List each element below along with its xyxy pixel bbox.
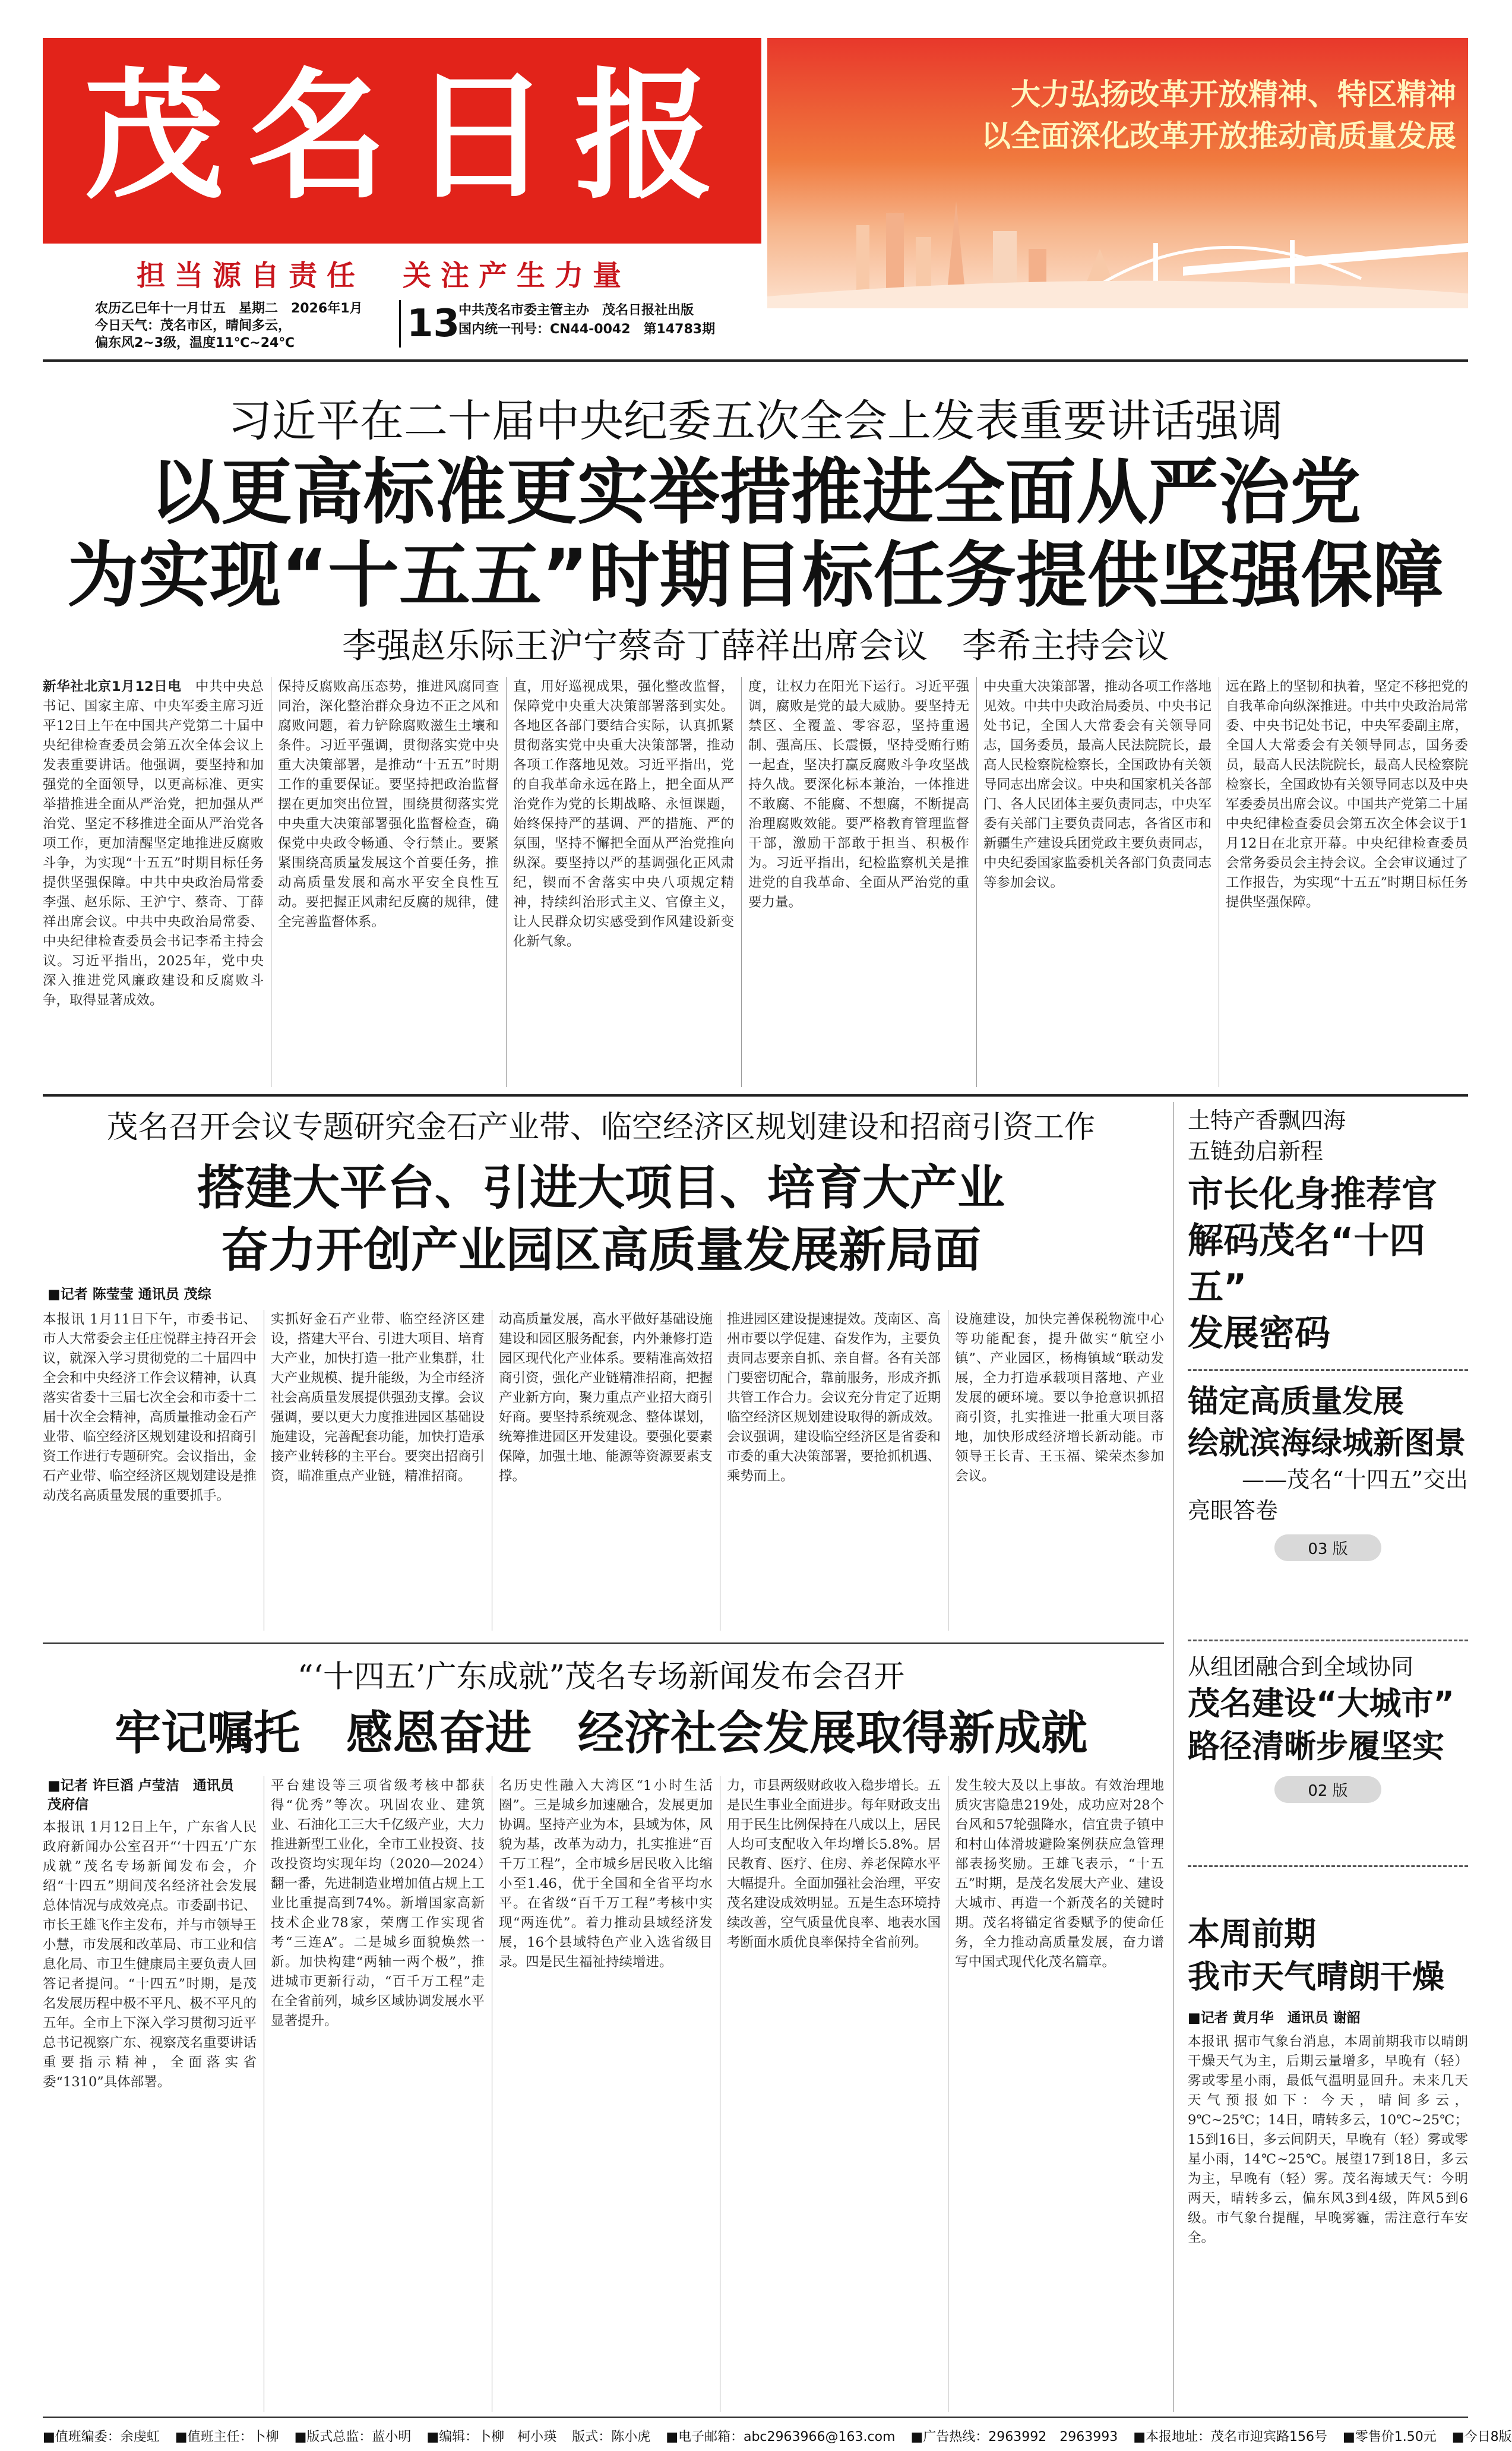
footer-rule (43, 2417, 1468, 2418)
masthead (43, 38, 761, 244)
story3-column-2: 平台建设等三项省级考核中都获得“优秀”等次。巩固农业、建筑业、石油化工三大千亿级产业，大力推进新型工业化，全市工业投资、技改投资均实现年均（2020—2024）翻一番，先进制造业增加值占规上工业比重提高到74%。新增国家高新技术企业78家，荣膺工作实现省考“三连A”。二是城乡面貌焕然一新。加快构建“两轴一两个极”，推进城市更新行动，“百千万工程”走在全省前列，城乡区域协调发展水平显著提升。 (271, 1778, 485, 2029)
masthead-divider (43, 359, 1468, 362)
lead-headline-2: 为实现“十五五”时期目标任务提供坚强保障 (67, 535, 1444, 617)
teaser3-kicker: 从组团融合到全域协同 (1188, 1654, 1414, 1680)
teaser2-title-2: 绘就滨海绿城新图景 (1188, 1426, 1466, 1461)
teaser1-title-2: 解码茂名“十四五” (1188, 1220, 1425, 1308)
story2-headline-2: 奋力开创产业园区高质量发展新局面 (221, 1223, 981, 1278)
story3-headline: 牢记嘱托 感恩奋进 经济社会发展取得新成就 (114, 1707, 1087, 1760)
lead-column-5: 中央重大决策部署，推动各项工作落地见效。中共中央政治局委员、中央书记处书记，全国人大常委会有关领导同志，国务委员，最高人民法院院长，最高人民检察院检察长，全国政协有关领导同志出席会议。中央和国家机关各部门、各人民团体主要负责同志，中央军委有关部门主要负责同志，各省区市和新疆生产建设兵团党政主要负责同志，中央纪委国家监委机关各部门负责同志等参加会议。 (983, 679, 1212, 890)
lead-subtitle: 李强赵乐际王沪宁蔡奇丁薛祥出席会议 李希主持会议 (341, 626, 1169, 666)
story3-column-5: 发生较大及以上事故。有效治理地质灾害隐患219处，成功应对28个台风和57轮强降水，信宜贵子镇中和村山体滑坡避险案例获应急管理部表扬奖励。王雄飞表示，“十五五”时期，是茂名发展大产业、建设大城市、再造一个新茂名的关键时期。茂名将锚定省委赋予的使命任务，全力推动高质量发展，奋力谱写中国式现代化茂名篇章。 (955, 1778, 1164, 1970)
lead-column-4: 度，让权力在阳光下运行。习近平强调，腐败是党的最大威胁。要坚持无禁区、全覆盖、零容忍，坚持重遏制、强高压、长震慑，坚持受贿行贿一起查，坚决打赢反腐败斗争攻坚战持久战。要深化标本兼治，一体推进不敢腐、不能腐、不想腐，不断提高治理腐败效能。要严格教育管理监督干部，激励干部敢于担当、积极作为。习近平指出，纪检监察机关是推进党的自我革命、全面从严治党的重要力量。 (748, 679, 969, 910)
issue-info-bar (43, 300, 1468, 353)
story3-column-3: 名历史性融入大湾区“1小时生活圈”。三是城乡加速融合，发展更加协调。坚持产业为本，县域为体，风貌为基，改革为动力，扎实推进“百千万工程”，全市城乡居民收入比缩小至1.46，优于全国和全省平均水平。在省级“百千万工程”考核中实现“两连优”。着力推动县域经济发展，16个县域特色产业入选省级目录。四是民生福祉持续增进。 (499, 1778, 713, 1970)
column-rule (741, 677, 742, 1087)
city-skyline-illustration (767, 178, 1468, 308)
footer-ad-hotline: ■广告热线：2963992 2963993 (910, 2429, 1118, 2444)
story2-column-5: 设施建设，加快完善保税物流中心等功能配套，提升做实“航空小镇”、产业园区，杨梅镇域“联动发展，全力打造承载项目落地、产业发展的硬环境。要以争抢意识抓招商引资，扎实推进一批重大项目落地，加快形成经济增长新动能。市领导王长青、王玉福、梁荣杰参加会议。 (955, 1312, 1164, 1484)
sidebar-divider (1188, 1640, 1468, 1643)
issue-day: 13 (399, 300, 460, 348)
teaser1-title-3: 发展密码 (1188, 1313, 1330, 1354)
footer-page-count: ■今日8版 (1451, 2429, 1512, 2444)
teaser3-title-1: 茂名建设“大城市” (1188, 1685, 1454, 1722)
footer-duty-director: ■值班主任：卜柳 (175, 2429, 279, 2444)
weather-byline: ■记者 黄月华 通讯员 谢韶 (1188, 2010, 1361, 2026)
footer-layout-director: ■版式总监：蓝小明 (294, 2429, 412, 2444)
lead-col1-text: 中共中央总书记、国家主席、中央军委主席习近平12日上午在中国共产党第二十届中央纪律检查委员会第五次全体会议上发表重要讲话。他强调，要坚持和加强党的全面领导，以更高标准、更实举措推进全面从严治党，把加强从严治党、坚定不移推进全面从严治党各项工作，更加清醒坚定地推进反腐败斗争，为实现“十五五”时期目标任务提供坚强保障。中共中央政治局常委李强、赵乐际、王沪宁、蔡奇、丁薛祥出席会议。中共中央政治局常委、中央纪律检查委员会书记李希主持会议。习近平指出，2025年，党中央深入推进党风廉政建设和反腐败斗争，取得显著成效。 (43, 679, 264, 1008)
column-rule (506, 677, 507, 1087)
story2-headline-1: 搭建大平台、引进大项目、培育大产业 (197, 1160, 1005, 1215)
story3-column-4: 力，市县两级财政收入稳步增长。五是民生事业全面进步。每年财政支出用于民生比例保持在八成以上，居民人均可支配收入年均增长5.8%。居民教育、医疗、住房、养老保障水平大幅提升。全面加强社会治理，平安茂名建设成效明显。五是生态环境持续改善，空气质量优良率、地表水国考断面水质优良率保持全省前列。 (727, 1778, 941, 1950)
banner-line-2: 以全面深化改革开放推动高质量发展 (981, 119, 1456, 153)
weather-title-1: 本周前期 (1188, 1915, 1316, 1953)
sponsor-line: 中共茂名市委主管主办 茂名日报社出版 (458, 303, 694, 318)
lead-dateline: 新华社北京1月12日电 (43, 679, 182, 694)
story3-kicker: “‘十四五’广东成就”茂名专场新闻发布会召开 (297, 1659, 905, 1695)
column-rule (976, 677, 977, 1087)
footer-address: ■本报地址：茂名市迎宾路156号 (1133, 2429, 1328, 2444)
teaser2-sub-2: 亮眼答卷 (1188, 1498, 1279, 1524)
sidebar-teaser-1[interactable] (1188, 1105, 1468, 1357)
teaser2-title-1: 锚定高质量发展 (1188, 1384, 1405, 1420)
lead-column-6: 远在路上的坚韧和执着，坚定不移把党的自我革命向纵深推进。中共中央政治局常委、中央书记处书记，中央军委副主席，全国人大常委会有关领导同志，国务委员，最高人民法院院长，最高人民检察院检察长，全国政协有关领导同志以及中央军委委员出席会议。中国共产党第二十届中央纪律检查委员会第五次全体会议于1月12日在北京开幕。中央纪律检查委员会常务委员会主持会议。全会审议通过了工作报告，为实现“十五五”时期目标任务提供坚强保障。 (1226, 679, 1468, 910)
teaser1-kicker-1: 土特产香飘四海 (1188, 1107, 1346, 1133)
weather-title-2: 我市天气晴朗干燥 (1188, 1958, 1444, 1995)
teaser1-kicker-2: 五链劲启新程 (1188, 1138, 1324, 1164)
sidebar-teaser-3[interactable] (1188, 1651, 1468, 1803)
teaser2-sub-1: ——茂名“十四五”交出 (1242, 1467, 1468, 1493)
story2-kicker: 茂名召开会议专题研究金石产业带、临空经济区规划建设和招商引资工作 (106, 1110, 1095, 1145)
teaser2-page-link[interactable]: 03 版 (1274, 1534, 1381, 1561)
story3-column-1: 本报讯 1月12日上午，广东省人民政府新闻办公室召开“‘十四五’广东成就”茂名专场新闻发布会，介绍“十四五”期间茂名经济社会发展总体情况与成效亮点。市委副书记、市长王雄飞作主发布，并与市领导王小慧，市发展和改革局、市工业和信息化局、市卫生健康局主要负责人回答记者提问。“十四五”时期，是茂名发展历程中极不平凡、极不平凡的五年。全市上下深入学习贯彻习近平总书记视察广东、视察茂名重要讲话重要指示精神，全面落实省委“1310”具体部署。 (43, 1820, 257, 2090)
section-divider (43, 1094, 1468, 1097)
lead-column-3: 直，用好巡视成果，强化整改监督，保障党中央重大决策部署落到实处。各地区各部门要结合实际，认真抓紧贯彻落实党中央重大决策部署，推动各项工作落地见效。习近平指出，党的自我革命永远在路上，把全面从严治党作为党的长期战略、永恒课题，始终保持严的基调、严的措施、严的氛围，坚持不懈把全面从严治党推向纵深。要坚持以严的基调强化正风肃纪，锲而不舍落实中央八项规定精神，持续纠治形式主义、官僚主义，让人民群众切实感受到作风建设新变化新气象。 (513, 679, 734, 949)
cn-number: 国内统一刊号：CN44-0042 第14783期 (458, 322, 716, 337)
teaser3-page-link[interactable]: 02 版 (1274, 1776, 1381, 1803)
lead-column-2: 保持反腐败高压态势，推进风腐同查同治，深化整治群众身边不正之风和腐败问题，着力铲除腐败滋生土壤和条件。习近平强调，贯彻落实党中央重大决策部署，是推动“十五五”时期工作的重要保证。要坚持把政治监督摆在更加突出位置，围绕贯彻落实党中央重大决策部署强化监督检查，确保党中央政令畅通、令行禁止。要紧紧围绕高质量发展这个首要任务，推动高质量发展和高水平安全良性互动。要把握正风肃纪反腐的规律，健全完善监督体系。 (278, 679, 499, 930)
masthead-slogan: 担当源自责任 关注产生力量 (137, 259, 631, 292)
weather-story (1188, 1913, 1468, 2424)
weather-line-1: 今日天气：茂名市区，晴间多云， (95, 318, 292, 333)
lunar-date: 农历乙巳年十一月廿五 星期二 2026年1月 (95, 301, 363, 316)
story2-column-3: 动高质量发展，高水平做好基础设施建设和园区服务配套，内外兼修打造园区现代化产业体系。要精准高效招商引资，强化产业链精准招商，把握产业新方向，聚力重点产业招大商引好商。要坚持系统观念、整体谋划，统筹推进园区开发建设。要强化要素保障，加强土地、能源等资源要素支撑。 (499, 1312, 713, 1484)
sidebar-divider (1188, 1369, 1468, 1372)
lead-kicker: 习近平在二十届中央纪委五次全会上发表重要讲话强调 (228, 396, 1283, 447)
story2-byline: ■记者 陈莹莹 通讯员 茂综 (48, 1287, 211, 1302)
teaser1-title-1: 市长化身推荐官 (1188, 1174, 1437, 1215)
weather-body: 本报讯 据市气象台消息，本周前期我市以晴朗干燥天气为主，后期云量增多，早晚有（轻）雾或零星小雨，最低气温明显回升。未来几天天气预报如下：今天，晴间多云，9℃~25℃；14日，晴转多云，10℃~25℃；15到16日，多云间阴天，早晚有（轻）雾或零星小雨，14℃~25℃。展望17到18日，多云为主，早晚有（轻）雾。茂名海域天气：今明两天，晴转多云，偏东风3到4级，阵风5到6级。市气象台提醒，早晚雾霾，需注意行车安全。 (1188, 2034, 1468, 2245)
footer-price: ■零售价1.50元 (1343, 2429, 1437, 2444)
date-weather-block (95, 300, 392, 352)
story2-column-1: 本报讯 1月11日下午，市委书记、市人大常委会主任庄悦群主持召开会议，就深入学习贯彻党的二十届四中全会和中央经济工作会议精神，认真落实省委十三届七次全会和市委十二届十次全会精神，高质量推动金石产业带、临空经济区规划建设和招商引资工作进行专题研究。会议指出，金石产业带、临空经济区规划建设是推动茂名高质量发展的重要抓手。 (43, 1312, 257, 1504)
top-banner (767, 38, 1468, 308)
section-divider (43, 1643, 1164, 1644)
lead-column-1 (43, 677, 264, 1087)
banner-line-1: 大力弘扬改革开放精神、特区精神 (1011, 77, 1456, 112)
footer-editors: ■编辑：卜柳 柯小瑛 (426, 2429, 557, 2444)
weather-line-2: 偏东风2~3级，温度11℃~24℃ (95, 336, 295, 350)
lead-headline-1: 以更高标准更实举措推进全面从严治党 (150, 451, 1361, 534)
story3-byline: ■记者 许巨滔 卢莹洁 通讯员 茂府信 (48, 1778, 234, 1812)
teaser3-title-2: 路径清晰步履坚实 (1188, 1727, 1444, 1765)
publisher-block (458, 301, 715, 339)
story2-column-4: 推进园区建设提速提效。茂南区、高州市要以学促建、奋发作为，主要负责同志要亲自抓、亲自督。各有关部门要密切配合，靠前服务，形成齐抓共管工作合力。会议充分肯定了近期临空经济区规划建设取得的新成效。会议强调，建设临空经济区是省委和市委的重大决策部署，要抢抓机遇、乘势而上。 (727, 1312, 941, 1484)
footer-bar (43, 2424, 1512, 2447)
sidebar-divider (1188, 1865, 1468, 1868)
newspaper-logo: 茂名日报 (84, 54, 738, 218)
story2-column-2: 实抓好金石产业带、临空经济区建设，搭建大平台、引进大项目、培育大产业，加快打造一批产业集群，壮大产业规模、提升能级，为全市经济社会高质量发展提供强劲支撑。会议强调，要以更大力度推进园区基础设施建设，完善配套功能，加快打造承接产业转移的主平台。要突出招商引资，瞄准重点产业链，精准招商。 (271, 1312, 485, 1484)
footer-duty-editor: ■值班编委：余虔虹 (43, 2429, 160, 2444)
sidebar-teaser-2[interactable] (1188, 1381, 1468, 1561)
footer-layout: 版式：陈小虎 (572, 2429, 651, 2444)
footer-email[interactable]: ■电子邮箱：abc2963966@163.com (666, 2429, 896, 2444)
